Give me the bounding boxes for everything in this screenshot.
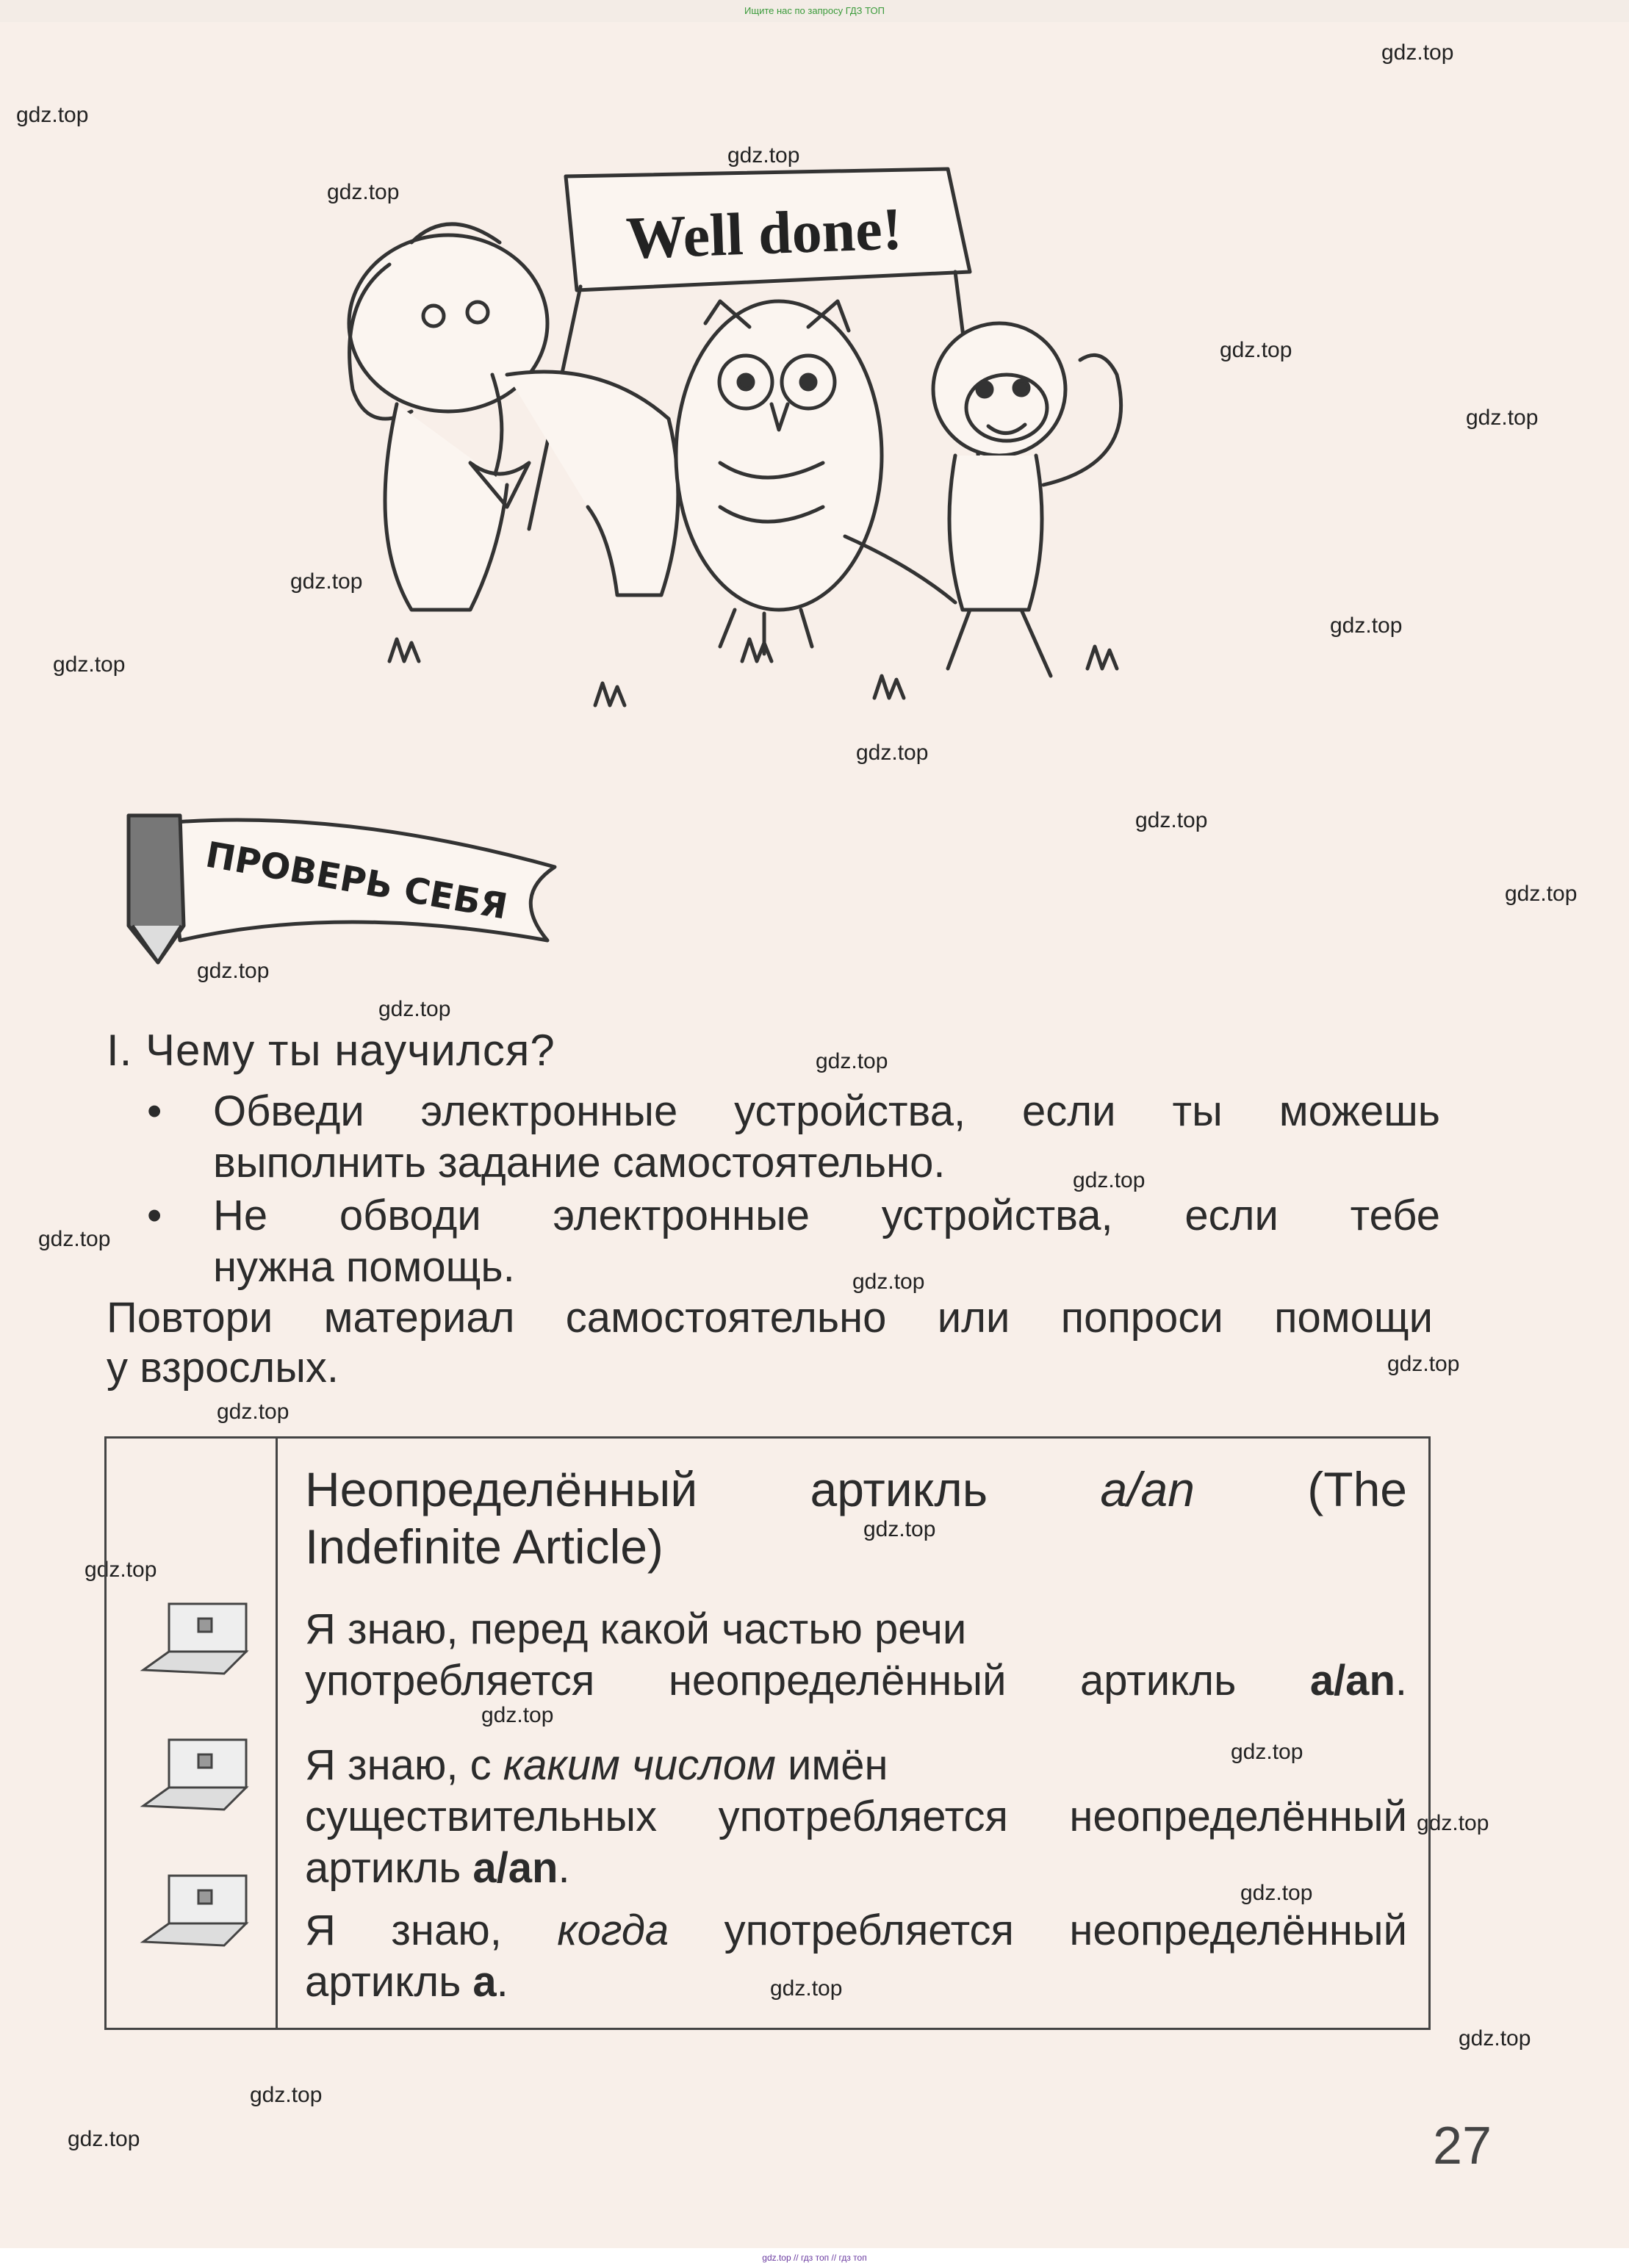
- watermark: gdz.top: [1240, 1881, 1313, 1905]
- statement: [305, 1604, 1407, 1707]
- self-check-table: [104, 1436, 1431, 2030]
- bullet-line: Не обводи электронные устройства, если тебе: [213, 1192, 1440, 1239]
- check-yourself-sticker: [99, 793, 569, 970]
- watermark: gdz.top: [16, 103, 89, 127]
- watermark: gdz.top: [290, 569, 363, 594]
- table-title: [305, 1461, 1407, 1575]
- statement-italic: каким числом: [503, 1741, 776, 1789]
- watermark: gdz.top: [327, 180, 400, 204]
- watermark: gdz.top: [863, 1517, 936, 1541]
- title-line-2: Indefinite Article): [305, 1519, 664, 1574]
- title-article: a/an: [1100, 1462, 1195, 1516]
- statement-line: существительных употребляется неопределённый: [305, 1793, 1407, 1840]
- article-bold: a/an: [472, 1844, 558, 1892]
- watermark: gdz.top: [1505, 882, 1578, 906]
- watermark: gdz.top: [481, 1703, 554, 1727]
- table-divider: [276, 1439, 278, 2028]
- statement-text: употребляется неопределённый артикль: [305, 1657, 1310, 1704]
- watermark: gdz.top: [84, 1558, 157, 1582]
- section-title: I. Чему ты научился?: [107, 1026, 555, 1075]
- statement: [305, 1740, 1407, 1894]
- page-number: 27: [1433, 2117, 1492, 2175]
- watermark: gdz.top: [816, 1049, 888, 1073]
- watermark: gdz.top: [770, 1976, 843, 2001]
- watermark: gdz.top: [53, 652, 126, 677]
- watermark: gdz.top: [1387, 1352, 1460, 1376]
- monkey-figure: [933, 323, 1121, 676]
- repeat-line-2: у взрослых.: [107, 1344, 339, 1392]
- sign-text: Well done!: [625, 195, 904, 272]
- bullet-line: нужна помощь.: [213, 1243, 515, 1291]
- statement-text: употребляется неопределённый: [669, 1907, 1408, 1954]
- watermark: gdz.top: [1231, 1740, 1303, 1764]
- statement-text: .: [496, 1958, 508, 2006]
- article-bold: a/an: [1309, 1657, 1395, 1704]
- watermark: gdz.top: [250, 2083, 323, 2107]
- watermark: gdz.top: [856, 741, 929, 765]
- sticker-text: ПРОВЕРЬ СЕБЯ: [202, 834, 511, 928]
- animals-illustration: [323, 154, 1220, 742]
- watermark: gdz.top: [1330, 613, 1403, 638]
- statement-text: Я знаю,: [305, 1907, 558, 1954]
- statement-text: артикль: [305, 1844, 473, 1892]
- article-bold: a: [472, 1958, 497, 2006]
- watermark: gdz.top: [217, 1400, 290, 1424]
- statement-italic: когда: [557, 1907, 669, 1954]
- watermark: gdz.top: [852, 1270, 925, 1294]
- watermark: gdz.top: [1417, 1811, 1489, 1835]
- watermark: gdz.top: [68, 2127, 140, 2151]
- repeat-instruction: [107, 1293, 1433, 1393]
- bullet-dot: •: [147, 1192, 162, 1239]
- statement-text: артикль: [305, 1958, 473, 2006]
- watermark: gdz.top: [1459, 2026, 1531, 2051]
- top-banner: Ищите нас по запросу ГДЗ ТОП: [744, 5, 885, 16]
- footer-links[interactable]: gdz.top // гдз топ // гдз топ: [0, 2248, 1629, 2268]
- laptop-icon[interactable]: [136, 1600, 253, 1681]
- statement-text: Я знаю, с: [305, 1741, 503, 1789]
- watermark: gdz.top: [1135, 808, 1208, 832]
- laptop-icon[interactable]: [136, 1736, 253, 1817]
- bullet-line: выполнить задание самостоятельно.: [213, 1139, 946, 1187]
- watermark: gdz.top: [38, 1227, 111, 1251]
- watermark: gdz.top: [1220, 338, 1292, 362]
- watermark: gdz.top: [378, 997, 451, 1021]
- watermark: gdz.top: [1466, 406, 1539, 430]
- watermark: gdz.top: [1073, 1168, 1146, 1192]
- repeat-line-1: Повтори материал самостоятельно или попроси помощи: [107, 1294, 1433, 1342]
- title-part: (The: [1194, 1462, 1408, 1516]
- watermark: gdz.top: [197, 959, 270, 983]
- watermark: gdz.top: [1381, 40, 1454, 65]
- laptop-icon[interactable]: [136, 1872, 253, 1953]
- statement-line: Я знаю, перед какой частью речи: [305, 1605, 967, 1653]
- title-part: Неопределённый артикль: [305, 1462, 1101, 1516]
- statement-text: .: [1395, 1657, 1407, 1704]
- statement-text: имён: [775, 1741, 888, 1789]
- owl-figure: [676, 301, 955, 654]
- bullet-dot: •: [147, 1087, 162, 1135]
- watermark: gdz.top: [727, 143, 800, 168]
- bullet-line: Обведи электронные устройства, если ты можешь: [213, 1087, 1440, 1135]
- statement: [305, 1905, 1407, 2008]
- statement-text: .: [558, 1844, 570, 1892]
